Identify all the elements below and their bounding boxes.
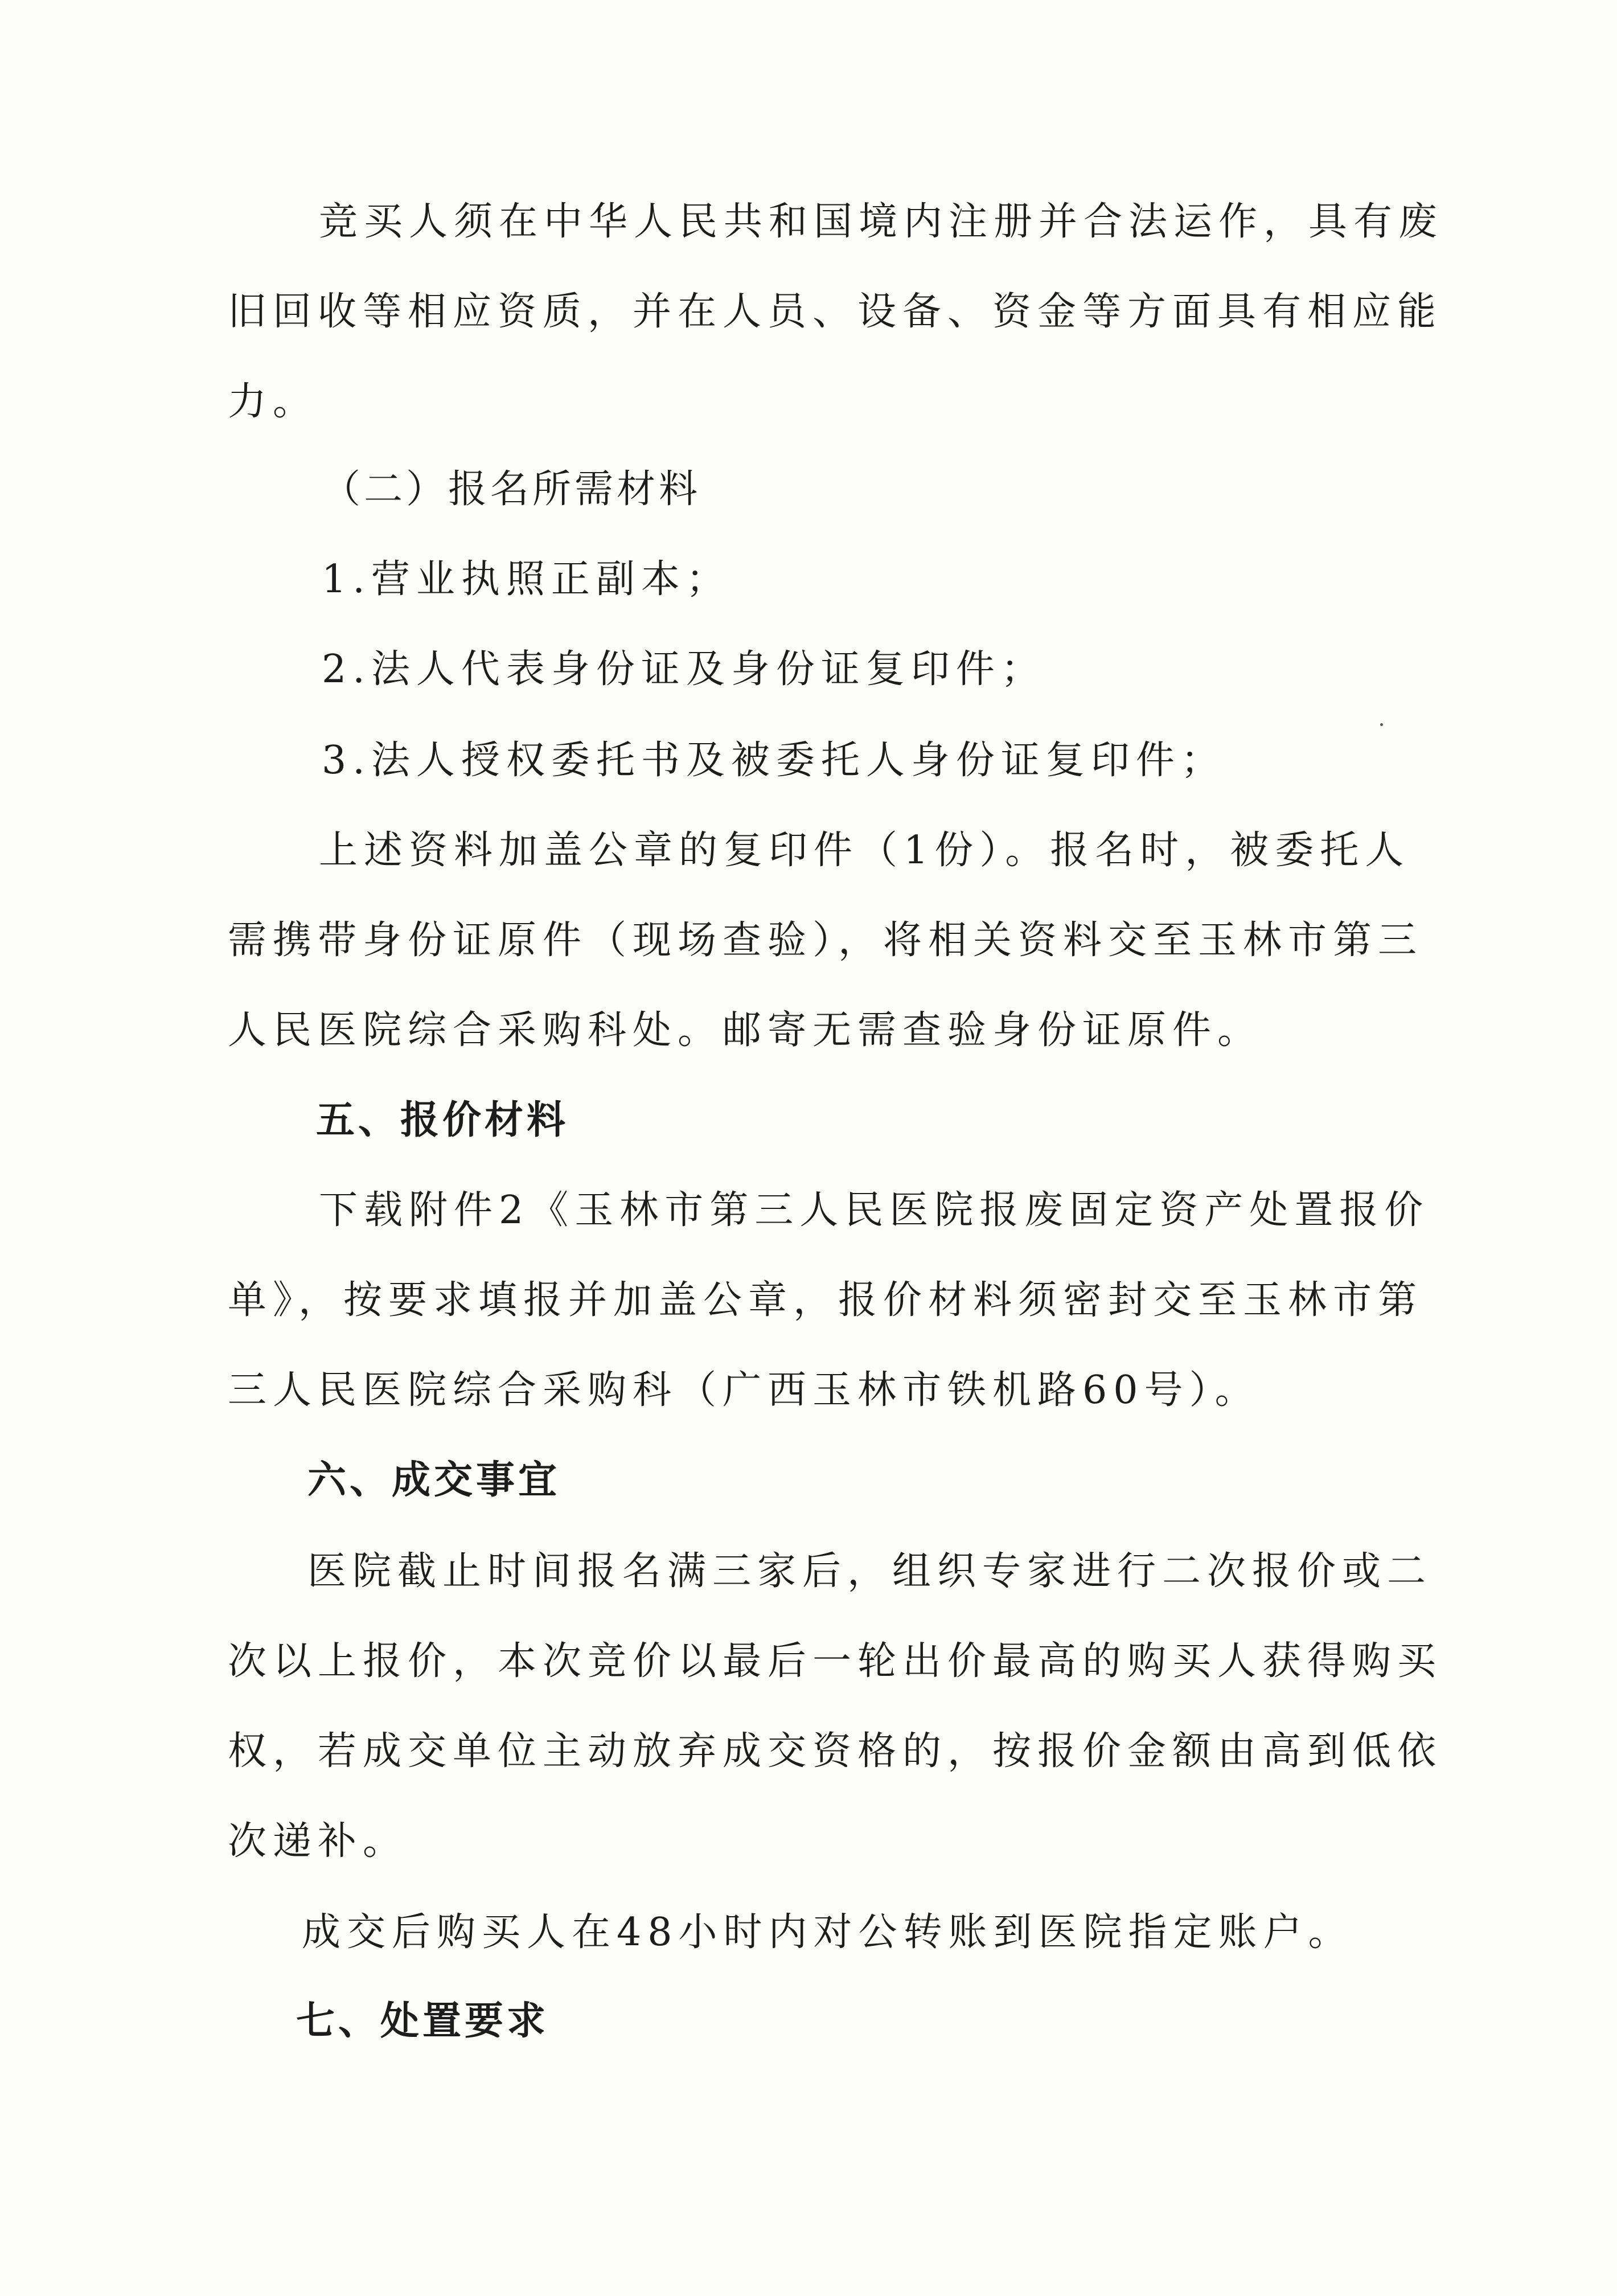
section-five-heading: 五、报价材料 [316,1098,569,1143]
materials-note-line-2: 需携带身份证原件（现场查验），将相关资料交至玉林市第三 [228,918,1423,963]
section-six-line-1: 医院截止时间报名满三家后，组织专家进行二次报价或二 [307,1549,1433,1594]
section-six-payment: 成交后购买人在48小时内对公转账到医院指定账户。 [302,1910,1353,1955]
materials-heading: （二）报名所需材料 [322,467,701,512]
section-six-line-3: 权，若成交单位主动放弃成交资格的，按报价金额由高到低依 [228,1729,1443,1774]
materials-note-line-1: 上述资料加盖公章的复印件（1份）。报名时，被委托人 [319,828,1410,873]
materials-note-line-3: 人民医院综合采购科处。邮寄无需查验身份证原件。 [228,1008,1263,1053]
section-seven-heading: 七、处置要求 [296,1999,549,2044]
scan-speck [1380,723,1383,726]
section-five-line-1: 下载附件2《玉林市第三人民医院报废固定资产处置报价 [319,1188,1430,1233]
materials-item-2: 2.法人代表身份证及身份证复印件； [322,647,1046,692]
materials-item-1: 1.营业执照正副本； [322,557,731,602]
qualification-line-1: 竞买人须在中华人民共和国境内注册并合法运作，具有废 [319,199,1444,244]
materials-item-3: 3.法人授权委托书及被委托人身份证复印件； [322,738,1226,783]
section-five-line-3: 三人民医院综合采购科（广西玉林市铁机路60号）。 [228,1368,1260,1413]
section-six-line-4: 次递补。 [228,1819,408,1864]
section-six-heading: 六、成交事宜 [307,1458,561,1503]
section-six-line-2: 次以上报价，本次竞价以最后一轮出价最高的购买人获得购买 [228,1639,1443,1684]
qualification-line-3: 力。 [228,379,318,424]
section-five-line-2: 单》，按要求填报并加盖公章，报价材料须密封交至玉林市第 [228,1278,1423,1323]
qualification-line-2: 旧回收等相应资质，并在人员、设备、资金等方面具有相应能 [228,289,1443,334]
